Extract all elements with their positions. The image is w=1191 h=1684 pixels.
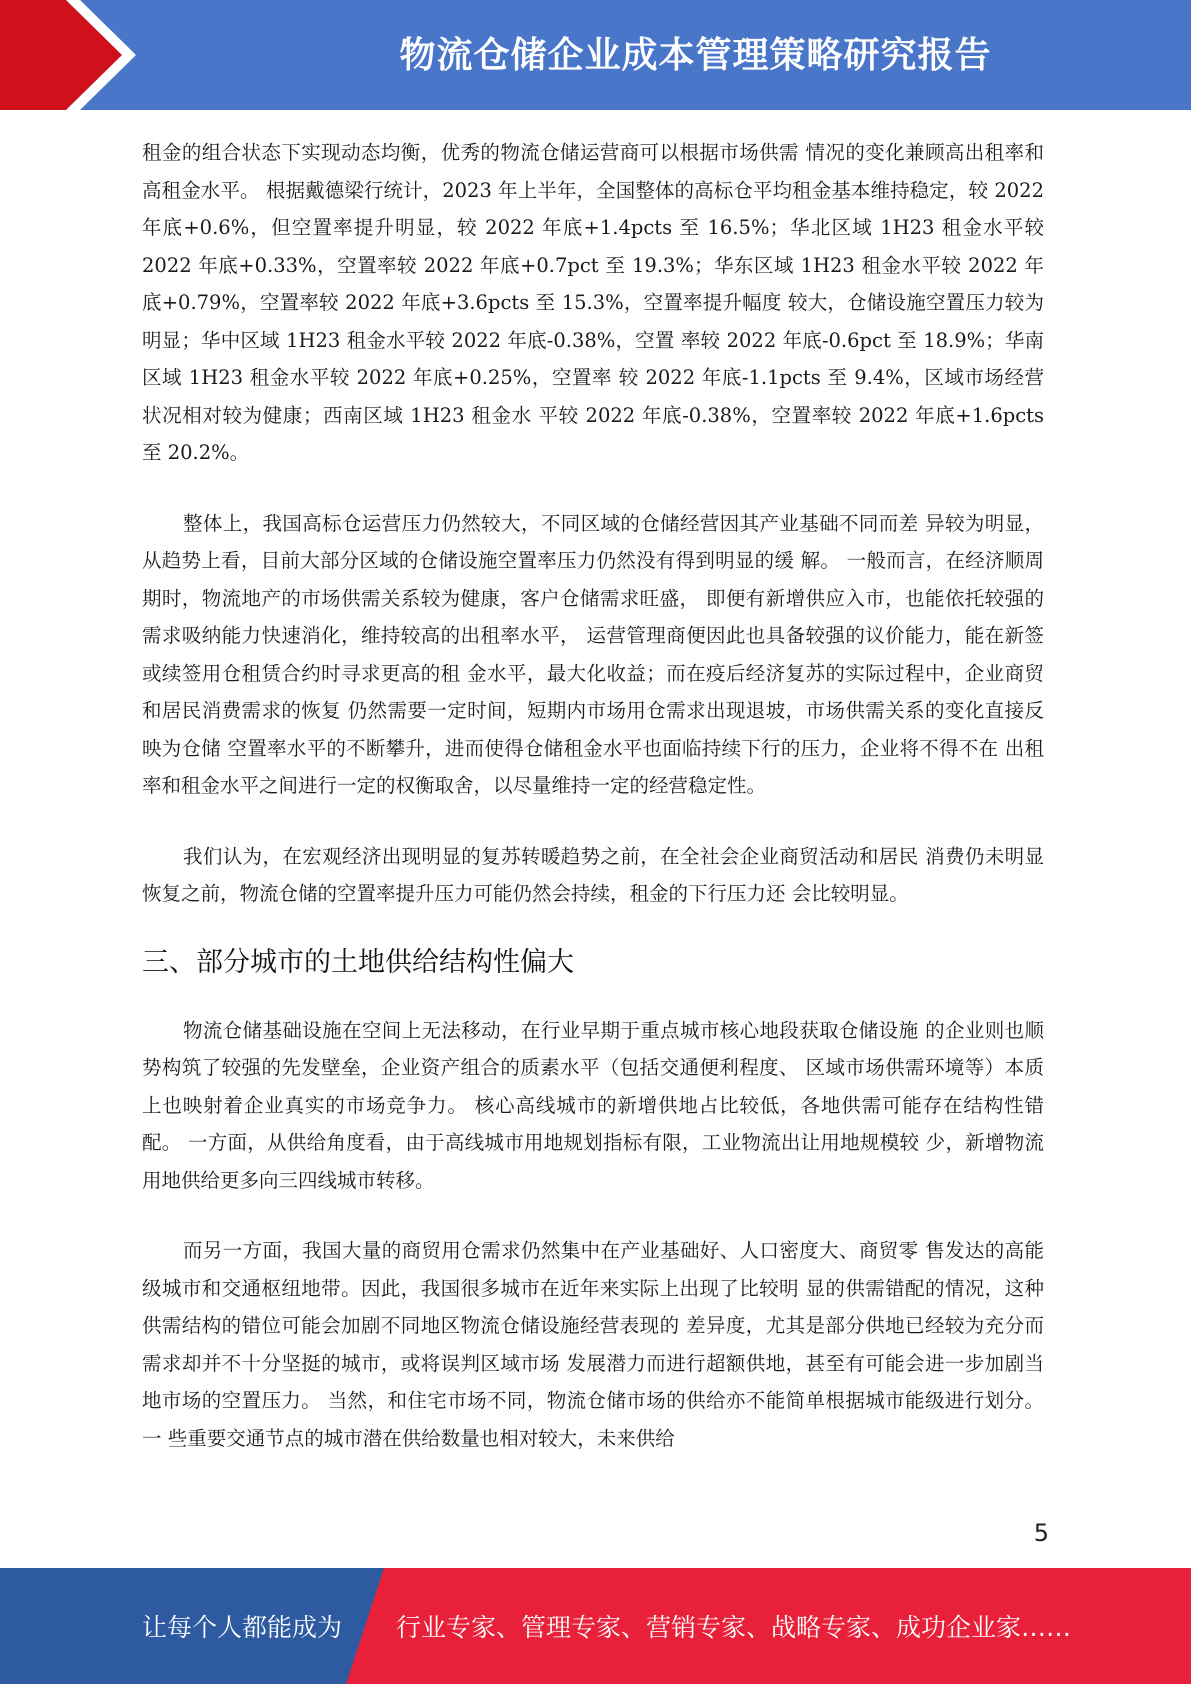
page-header <box>0 0 1191 110</box>
footer-slogan-right: 行业专家、管理专家、营销专家、战略专家、成功企业家…… <box>396 1613 1072 1642</box>
page-footer <box>0 1568 1191 1684</box>
section-heading: 三、部分城市的土地供给结构性偏大 <box>142 946 574 978</box>
paragraph-2: 整体上，我国高标仓运营压力仍然较大，不同区域的仓储经营因其产业基础不同而差 异较为明显，从趋势上看，目前大部分区域的仓储设施空置率压力仍然没有得到明显的缓 解。 一般而言，在经济顺周期时，物流地产的市场供需关系较为健康，客户仓储需求旺盛， 即便有新增供应入市，也能依托较强的需求吸纳能力快速消化，维持较高的出租率水平， 运营管理商便因此也具备较强的议价能力，能在新签或续签用仓租赁合约时寻求更高的租 金水平，最大化收益；而在疫后经济复苏的实际过程中，企业商贸和居民消费需求的恢复 仍然需要一定时间，短期内市场用仓需求出现退坡，市场供需关系的变化直接反映为仓储 空置率水平的不断攀升，进而使得仓储租金水平也面临持续下行的压力，企业将不得不在 出租率和租金水平之间进行一定的权衡取舍，以尽量维持一定的经营稳定性。 <box>142 511 1044 797</box>
footer-slogan-left: 让每个人都能成为 <box>142 1613 343 1642</box>
section-paragraph-1: 物流仓储基础设施在空间上无法移动，在行业早期于重点城市核心地段获取仓储设施 的企业则也顺势构筑了较强的先发壁垒，企业资产组合的质素水平（包括交通便利程度、 区域市场供需环境等）本质上也映射着企业真实的市场竞争力。 核心高线城市的新增供地占比较低，各地供需可能存在结构性错配。 一方面，从供给角度看，由于高线城市用地规划指标有限，工业物流出让用地规模较 少，新增物流用地供给更多向三四线城市转移。 <box>142 1018 1044 1192</box>
section-paragraph-2: 而另一方面，我国大量的商贸用仓需求仍然集中在产业基础好、人口密度大、商贸零 售发达的高能级城市和交通枢纽地带。因此，我国很多城市在近年来实际上出现了比较明 显的供需错配的情况，这种供需结构的错位可能会加剧不同地区物流仓储设施经营表现的 差异度，尤其是部分供地已经较为充分而需求却并不十分坚挺的城市，或将误判区域市场 发展潜力而进行超额供地，甚至有可能会进一步加剧当地市场的空置压力。 当然，和住宅市场不同，物流仓储市场的供给亦不能简单根据城市能级进行划分。一 些重要交通节点的城市潜在供给数量也相对较大，未来供给 <box>142 1239 1044 1450</box>
paragraph-3: 我们认为，在宏观经济出现明显的复苏转暖趋势之前，在全社会企业商贸活动和居民 消费仍未明显恢复之前，物流仓储的空置率提升压力可能仍然会持续，租金的下行压力还 会比较明显。 <box>142 844 1044 905</box>
header-arrow-decoration <box>0 0 150 110</box>
page-number: 5 <box>1033 1519 1049 1547</box>
document-title: 物流仓储企业成本管理策略研究报告 <box>399 34 992 76</box>
paragraph-1: 租金的组合状态下实现动态均衡，优秀的物流仓储运营商可以根据市场供需 情况的变化兼顾高出租率和高租金水平。 根据戴德梁行统计，2023 年上半年，全国整体的高标仓平均租金基本维持稳定，较 2022 年底+0.6%，但空置率提升明显，较 2022 年底+1.4pcts 至 16.5%；华北区域 1H23 租金水平较 2022 年底+0.33%，空置率较 2022 年底+0.7pct 至 19.3%；华东区域 1H23 租金水平较 2022 年底+0.79%，空置率较 2022 年底+3.6pcts 至 15.3%，空置率提升幅度 较大，仓储设施空置压力较为明显；华中区域 1H23 租金水平较 2022 年底-0.38%，空置 率较 2022 年底-0.6pct 至 18.9%；华南区域 1H23 租金水平较 2022 年底+0.25%，空置率 较 2022 年底-1.1pcts 至 9.4%，区域市场经营状况相对较为健康；西南区域 1H23 租金水 平较 2022 年底-0.38%，空置率较 2022 年底+1.6pcts 至 20.2%。 <box>142 141 1044 464</box>
page-content <box>142 134 1044 1490</box>
